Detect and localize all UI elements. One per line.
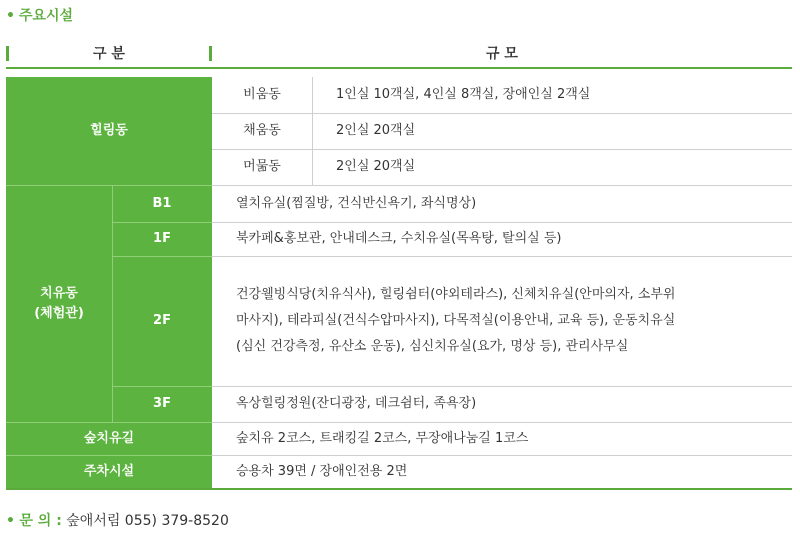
floor-cell: 1F bbox=[112, 222, 212, 256]
healing-room-name: 머묾동 bbox=[212, 149, 312, 185]
contact-phone: 숲애서림 055) 379-8520 bbox=[66, 513, 229, 529]
section-divider bbox=[6, 185, 212, 186]
parking-desc: 승용차 39면 / 장애인전용 2면 bbox=[212, 456, 792, 488]
heading-bullet: • bbox=[6, 8, 15, 24]
healing-room-desc: 1인실 10객실, 4인실 8객실, 장애인실 2객실 bbox=[312, 77, 792, 113]
floor-cell: 2F bbox=[112, 256, 212, 386]
healing-room-desc: 2인실 20객실 bbox=[312, 149, 792, 185]
forest-trail-desc: 숲치유 2코스, 트래킹길 2코스, 무장애나눔길 1코스 bbox=[212, 423, 792, 455]
row-divider bbox=[212, 222, 792, 223]
row-divider bbox=[212, 113, 792, 114]
row-divider bbox=[212, 386, 792, 387]
section-divider bbox=[212, 185, 792, 186]
contact-label: 문 의 : bbox=[19, 513, 62, 529]
floor-cell: 3F bbox=[112, 386, 212, 422]
floor-divider bbox=[112, 256, 212, 257]
heading-title: 주요시설 bbox=[18, 8, 74, 24]
section-divider bbox=[6, 455, 212, 456]
column-divider bbox=[312, 77, 313, 185]
healing-room-desc: 2인실 20객실 bbox=[312, 113, 792, 149]
therapy-building-cell bbox=[6, 186, 112, 422]
floor-divider bbox=[112, 386, 212, 387]
header-underline bbox=[6, 67, 792, 69]
section-divider bbox=[212, 455, 792, 456]
section-heading bbox=[6, 6, 73, 26]
floor-desc: 열치유실(찜질방, 건식반신욕기, 좌식명상) bbox=[212, 186, 792, 222]
row-divider bbox=[212, 256, 792, 257]
therapy-building-label: 치유동 bbox=[40, 286, 78, 301]
floor-cell: B1 bbox=[112, 186, 212, 222]
row-divider bbox=[212, 149, 792, 150]
table-bottom-border bbox=[6, 488, 792, 490]
floor-desc: 북카페&홍보관, 안내데스크, 수치유실(목욕탕, 탈의실 등) bbox=[212, 222, 792, 256]
section-divider bbox=[212, 422, 792, 423]
column-divider bbox=[112, 186, 113, 422]
healing-room-name: 비움동 bbox=[212, 77, 312, 113]
contact-bullet: • bbox=[6, 513, 15, 529]
parking-cell: 주차시설 bbox=[6, 456, 212, 488]
floor-divider bbox=[112, 222, 212, 223]
healing-building-cell: 힐링동 bbox=[6, 77, 212, 185]
header-category: 구 분 bbox=[93, 46, 125, 62]
forest-trail-cell: 숲치유길 bbox=[6, 423, 212, 455]
therapy-building-sublabel: (체험관) bbox=[34, 306, 84, 321]
healing-room-name: 채움동 bbox=[212, 113, 312, 149]
floor-desc bbox=[212, 256, 792, 386]
floor-desc-line: 마사지), 테라피실(건식수압마사지), 다목적실(이용안내, 교육 등), 운동치유실 bbox=[236, 313, 676, 328]
header-scale: 규 모 bbox=[486, 46, 518, 62]
contact-info bbox=[6, 510, 229, 532]
floor-desc: 옥상힐링정원(잔디광장, 데크쉼터, 족욕장) bbox=[212, 386, 792, 422]
floor-desc-line: (심신 건강측정, 유산소 운동), 심신치유실(요가, 명상 등), 관리사무실 bbox=[236, 339, 629, 354]
floor-desc-line: 건강웰빙식당(치유식사), 힐링쉼터(야외테라스), 신체치유실(안마의자, 소부위 bbox=[236, 287, 676, 302]
section-divider bbox=[6, 422, 212, 423]
